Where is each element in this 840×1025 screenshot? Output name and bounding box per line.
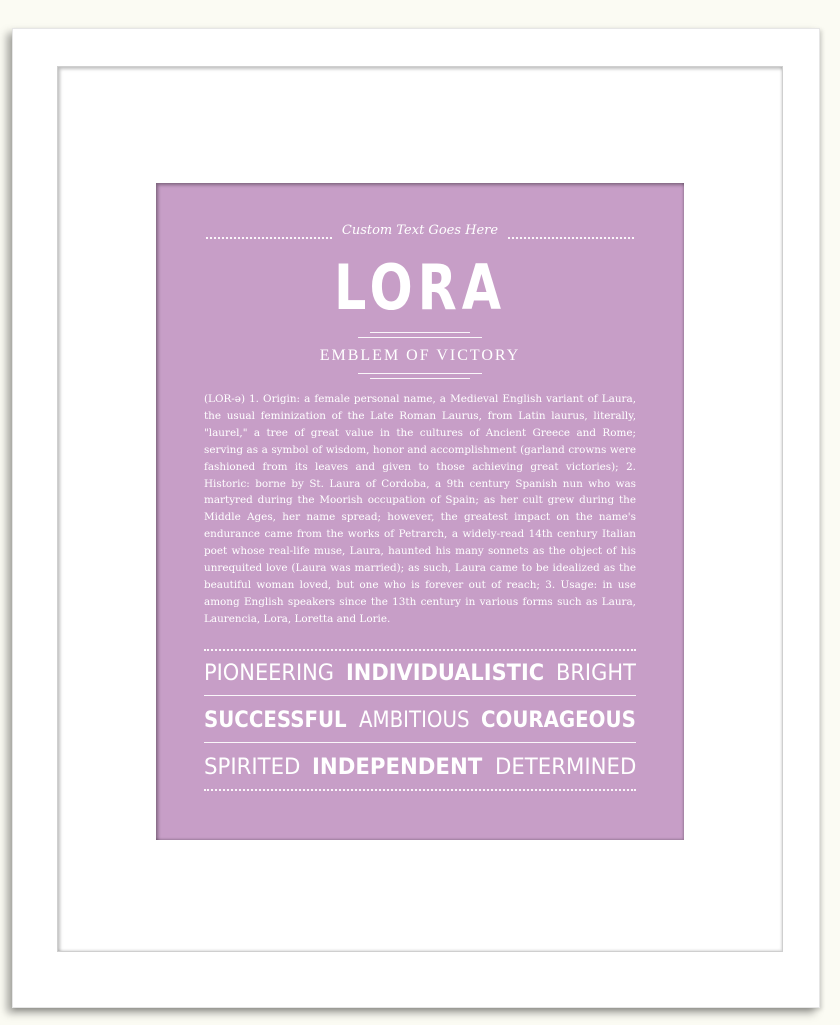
name-meaning: EMBLEM OF VICTORY: [319, 347, 521, 364]
trait-word: BRIGHT: [556, 660, 637, 686]
trait-word: DETERMINED: [494, 754, 636, 780]
trait-word: INDEPENDENT: [312, 754, 483, 780]
trait-word: SUCCESSFUL: [204, 707, 347, 733]
name-definition: (LOR-ə) 1. Origin: a female personal name, a Medieval English variant of Laura, the usual feminization of the Late Roman Laurus, from Latin laurus, literally, "laurel," a tree of great value in the cultures of Ancient Greece and Rome; serving as a symbol of wisdom, honor and accomplishment (garland crowns were fashioned from its leaves and given to those achieving great victories); 2. Historic: borne by St. Laura of Cordoba, a 9th century Spanish nun who was martyred during the Moorish occupation of Spain; as her cult grew during the Middle Ages, her name spread; however, the greatest impact on the name's endurance came from the works of Petrarch, a widely-read 14th century Italian poet whose real-life muse, Laura, haunted his many sonnets as the object of his unrequited love (Laura was married); as such, Laura came to be idealized as the beautiful woman loved, but one who is forever out of reach; 3. Usage: in use among English speakers since the 13th century in various forms such as Laura, Laurencia, Lora, Loretta and Lorie.: [204, 393, 636, 625]
trait-separator-2: [204, 742, 636, 743]
name-title: LORA: [334, 251, 506, 324]
rule-bottom-1: [358, 373, 482, 374]
trait-separator-1: [204, 695, 636, 696]
custom-text: Custom Text Goes Here: [341, 223, 499, 238]
trait-word: PIONEERING: [204, 660, 335, 686]
trait-word: AMBITIOUS: [358, 707, 470, 733]
trait-row-2: [204, 704, 636, 736]
dotted-divider-traits-bottom: [204, 789, 636, 791]
rule-top-1: [370, 332, 470, 333]
trait-row-3: [204, 751, 636, 783]
dotted-divider-right: [508, 237, 634, 239]
trait-word: COURAGEOUS: [481, 707, 637, 733]
trait-word: SPIRITED: [204, 754, 301, 780]
rule-top-2: [358, 337, 482, 338]
name-art-print: [156, 183, 684, 840]
trait-row-1: [204, 657, 636, 689]
rule-bottom-2: [370, 378, 470, 379]
dotted-divider-traits-top: [204, 649, 636, 651]
trait-word: INDIVIDUALISTIC: [346, 660, 545, 686]
